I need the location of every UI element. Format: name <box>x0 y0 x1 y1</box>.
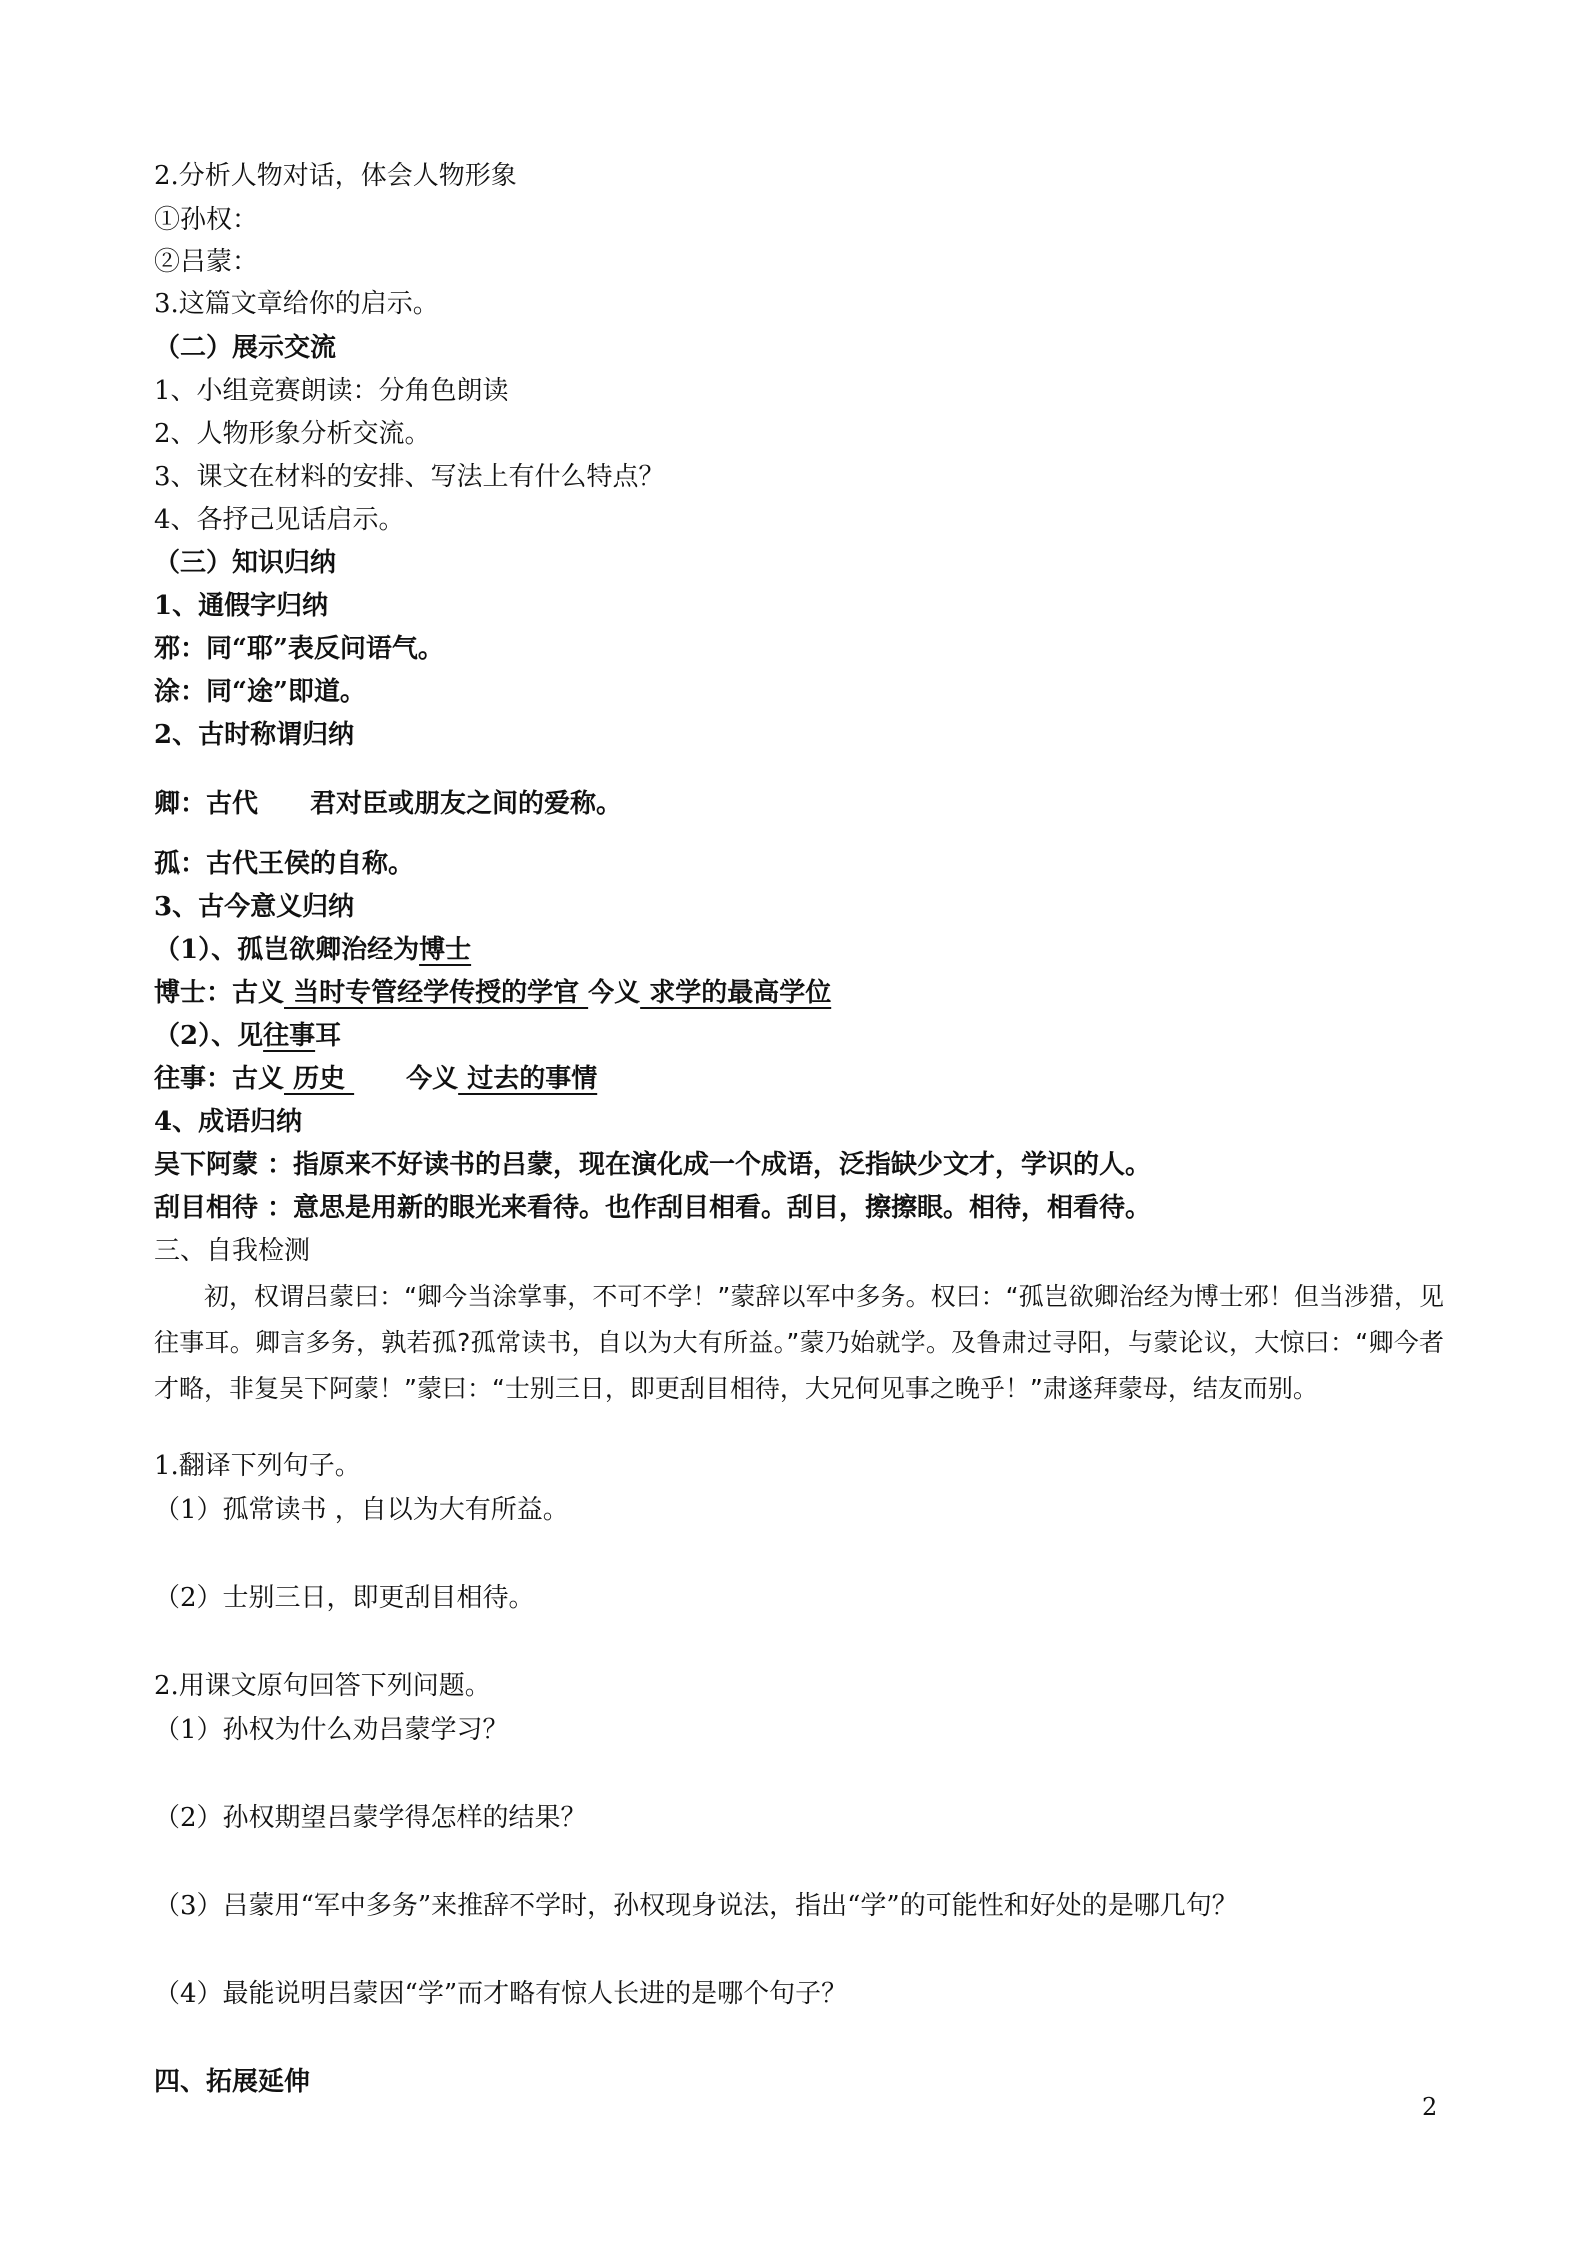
answer-question-1: （1）孙权为什么劝吕蒙学习？ <box>154 1715 509 1745</box>
list-item-4: 4、各抒己见话启示。 <box>154 505 405 535</box>
idiom-guamu-xiangdai: 刮目相待 ：意思是用新的眼光来看待。也作刮目相看。刮目，擦擦眼。相待，相看待。 <box>154 1193 1152 1223</box>
appellation-qing-term: 卿：古代 <box>154 789 259 819</box>
list-item-1: 1、小组竞赛朗读：分角色朗读 <box>154 376 509 406</box>
subheading-idioms: 4、成语归纳 <box>154 1107 303 1137</box>
page-number: 2 <box>1422 2093 1438 2121</box>
passage-text: 初，权谓吕蒙曰：“卿今当涂掌事，不可不学！”蒙辞以军中多务。权曰：“孤岂欲卿治经为博士邪！但当涉猎，见往事耳。卿言多务，孰若孤?孤常读书，自以为大有所益。”蒙乃始就学。及鲁肃过寻阳，与蒙论议，大惊曰：“卿今者才略，非复吴下阿蒙！”蒙曰：“士别三日，即更刮目相待，大兄何见事之晚乎！”肃遂拜蒙母，结友而别。 <box>154 1282 1444 1403</box>
list-item-3: 3、课文在材料的安排、写法上有什么特点？ <box>154 462 665 492</box>
section-heading-show-exchange: （二）展示交流 <box>154 333 337 363</box>
task-translate: 1.翻译下列句子。 <box>154 1451 361 1481</box>
translate-item-1: （1）孤常读书 ，自以为大有所益。 <box>154 1495 569 1525</box>
answer-question-2: （2）孙权期望吕蒙学得怎样的结果？ <box>154 1803 587 1833</box>
wangshi-modern-meaning: 过去的事情 <box>458 1064 598 1094</box>
question-inspiration: 3.这篇文章给你的启示。 <box>154 289 439 319</box>
subheading-appellation: 2、古时称谓归纳 <box>154 720 355 750</box>
item-lv-meng: ②吕蒙： <box>154 247 259 277</box>
boshi-ancient-meaning: 当时专管经学传授的学官 <box>284 978 589 1008</box>
classical-passage <box>154 1274 1444 1412</box>
boshi-modern-meaning: 求学的最高学位 <box>640 978 832 1008</box>
key-word-boshi: 博士 <box>419 935 472 965</box>
list-item-2: 2、人物形象分析交流。 <box>154 419 431 449</box>
section-heading-extension: 四、拓展延伸 <box>154 2067 311 2097</box>
boshi-meaning: 博士：古义 当时专管经学传授的学官 今义 求学的最高学位 <box>154 978 832 1008</box>
appellation-gu: 孤：古代王侯的自称。 <box>154 849 415 879</box>
answer-question-4: （4）最能说明吕蒙因“学”而才略有惊人长进的是哪个句子？ <box>154 1979 848 2009</box>
section-heading-knowledge: （三）知识归纳 <box>154 548 337 578</box>
question-analyze-dialogue: 2.分析人物对话，体会人物形象 <box>154 161 517 191</box>
subheading-ancient-modern: 3、古今意义归纳 <box>154 892 355 922</box>
key-word-wangshi: 往事 <box>263 1021 316 1051</box>
tongjiazi-tu: 涂：同“途”即道。 <box>154 677 366 707</box>
wangshi-ancient-meaning: 历史 <box>284 1064 355 1094</box>
answer-question-3: （3）吕蒙用“军中多务”来推辞不学时，孙权现身说法，指出“学”的可能性和好处的是哪几句？ <box>154 1891 1238 1921</box>
appellation-qing-definition: 君对臣或朋友之间的爱称。 <box>310 789 623 819</box>
item-sun-quan: ①孙权： <box>154 205 259 235</box>
task-answer-with-text: 2.用课文原句回答下列问题。 <box>154 1671 491 1701</box>
translate-item-2: （2）士别三日，即更刮目相待。 <box>154 1583 535 1613</box>
example-1-sentence: （1）、孤岂欲卿治经为博士 <box>154 935 472 965</box>
tongjiazi-ye: 邪：同“耶”表反问语气。 <box>154 634 444 664</box>
wangshi-meaning: 往事：古义 历史 今义 过去的事情 <box>154 1064 598 1094</box>
idiom-wuxia-ameng: 吴下阿蒙 ：指原来不好读书的吕蒙，现在演化成一个成语，泛指缺少文才，学识的人。 <box>154 1150 1152 1180</box>
example-2-sentence: （2）、见往事耳 <box>154 1021 342 1051</box>
appellation-qing <box>154 786 622 822</box>
subheading-tongjiazi: 1、通假字归纳 <box>154 591 329 621</box>
section-heading-self-test: 三、自我检测 <box>154 1236 311 1266</box>
